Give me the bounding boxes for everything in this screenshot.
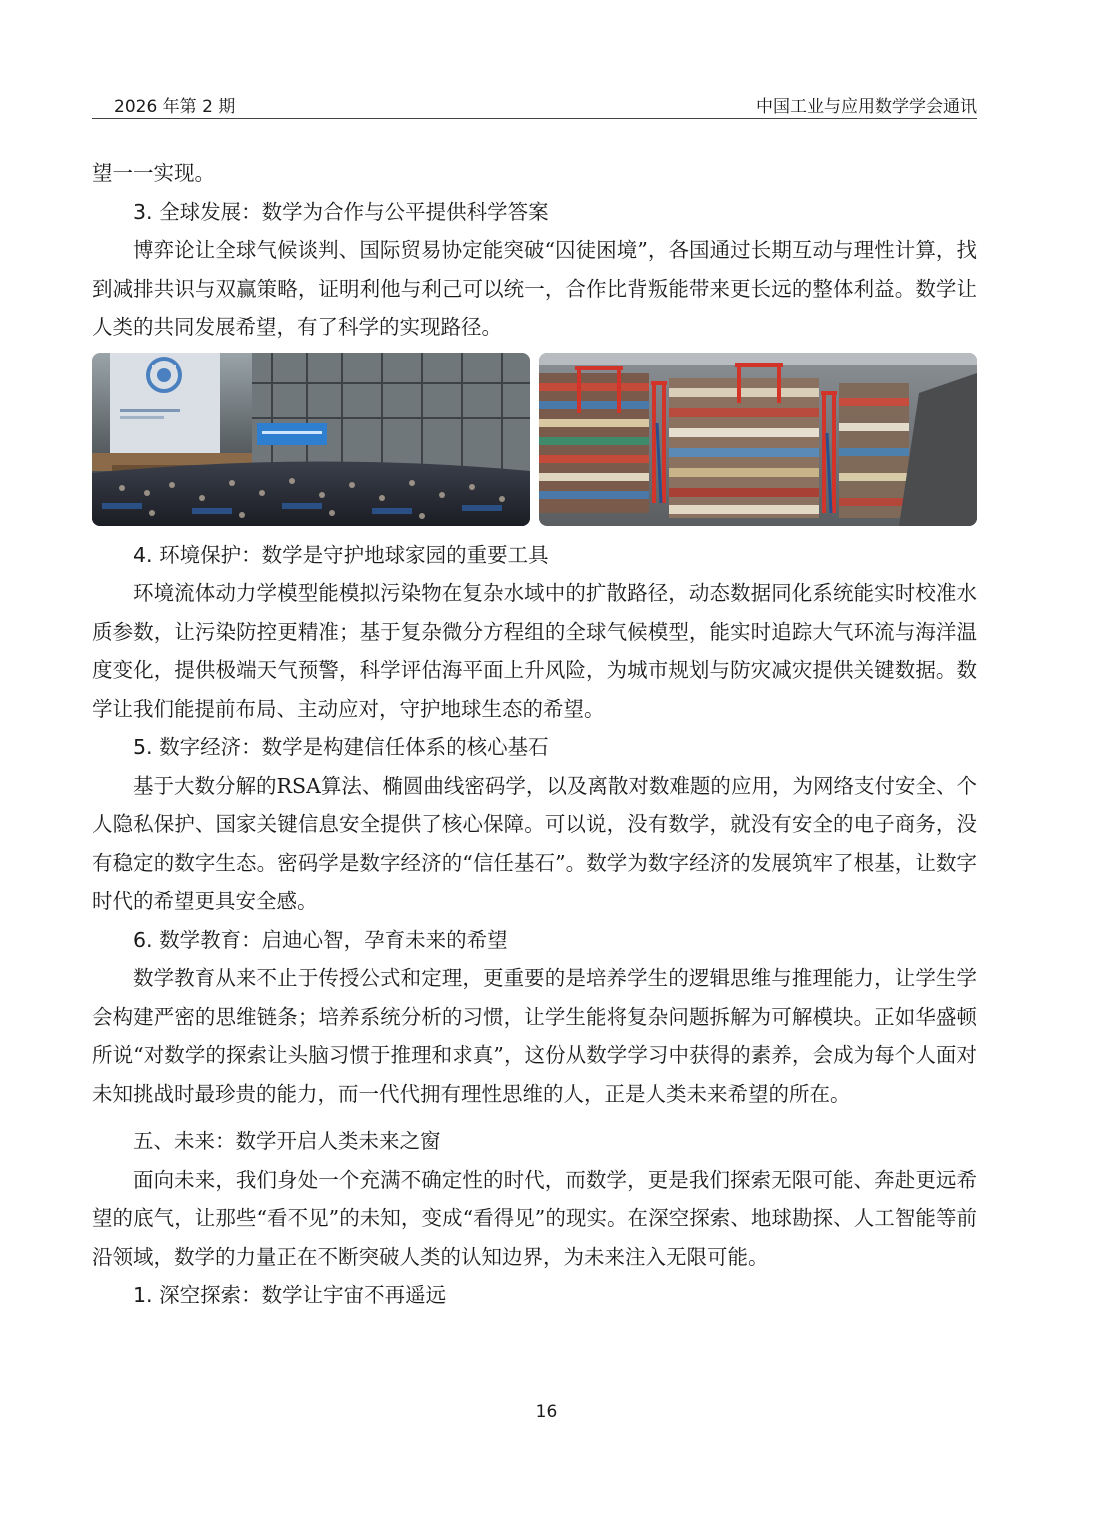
article-body: [92, 154, 977, 1315]
paragraph-future: 面向未来，我们身处一个充满不确定性的时代，而数学，更是我们探索无限可能、奔赴更远希望的底气，让那些“看不见”的未知，变成“看得见”的现实。在深空探索、地球勘探、人工智能等前沿领域，数学的力量正在不断突破人类的认知边界，为未来注入无限可能。: [92, 1167, 977, 1269]
paragraph-continued: 望一一实现。: [92, 161, 215, 185]
paragraph-environment: 环境流体动力学模型能模拟污染物在复杂水域中的扩散路径，动态数据同化系统能实时校准水质参数，让污染防控更精准；基于复杂微分方程组的全球气候模型，能实时追踪大气环流与海洋温度变化，提供极端天气预警，科学评估海平面上升风险，为城市规划与防灾减灾提供关键数据。数学让我们能提前布局、主动应对，守护地球生态的希望。: [92, 581, 977, 721]
subheading-global-development: 3. 全球发展：数学为合作与公平提供科学答案: [133, 199, 549, 224]
subheading-math-education: 6. 数学教育：启迪心智，孕育未来的希望: [133, 927, 508, 952]
page-number: 16: [535, 1402, 558, 1422]
photo-row: [92, 353, 977, 526]
journal-title: 中国工业与应用数学学会通讯: [756, 97, 977, 117]
climate-conference-hall-photo: [92, 353, 530, 526]
paragraph-global-development: 博弈论让全球气候谈判、国际贸易协定能突破“囚徒困境”，各国通过长期互动与理性计算，找到减排共识与双赢策略，证明利他与利己可以统一，合作比背叛能带来更长远的整体利益。数学让人类的共同发展希望，有了科学的实现路径。: [92, 238, 977, 339]
container-port-photo: [539, 353, 977, 526]
paragraph-math-education: 数学教育从来不止于传授公式和定理，更重要的是培养学生的逻辑思维与推理能力，让学生学会构建严密的思维链条；培养系统分析的习惯，让学生能将复杂问题拆解为可解模块。正如华盛顿所说“对数学的探索让头脑习惯于推理和求真”，这份从数学学习中获得的素养，会成为每个人面对未知挑战时最珍贵的能力，而一代代拥有理性思维的人，正是人类未来希望的所在。: [92, 966, 977, 1106]
subheading-digital-economy: 5. 数字经济：数学是构建信任体系的核心基石: [133, 735, 549, 759]
conference-hall-illustration: [92, 353, 530, 526]
paragraph-digital-economy: 基于大数分解的RSA算法、椭圆曲线密码学，以及离散对数难题的应用，为网络支付安全、个人隐私保护、国家关键信息安全提供了核心保障。可以说，没有数学，就没有安全的电子商务，没有稳定的数字生态。密码学是数字经济的“信任基石”。数学为数字经济的发展筑牢了根基，让数字时代的希望更具安全感。: [92, 773, 977, 913]
section-heading-future: 五、未来：数学开启人类未来之窗: [133, 1129, 441, 1153]
container-port-illustration: [539, 353, 977, 526]
running-header: [92, 90, 977, 119]
subheading-environment: 4. 环境保护：数学是守护地球家园的重要工具: [133, 542, 549, 567]
issue-label: 2026 年第 2 期: [114, 97, 236, 117]
subheading-deep-space: 1. 深空探索：数学让宇宙不再遥远: [133, 1283, 447, 1307]
